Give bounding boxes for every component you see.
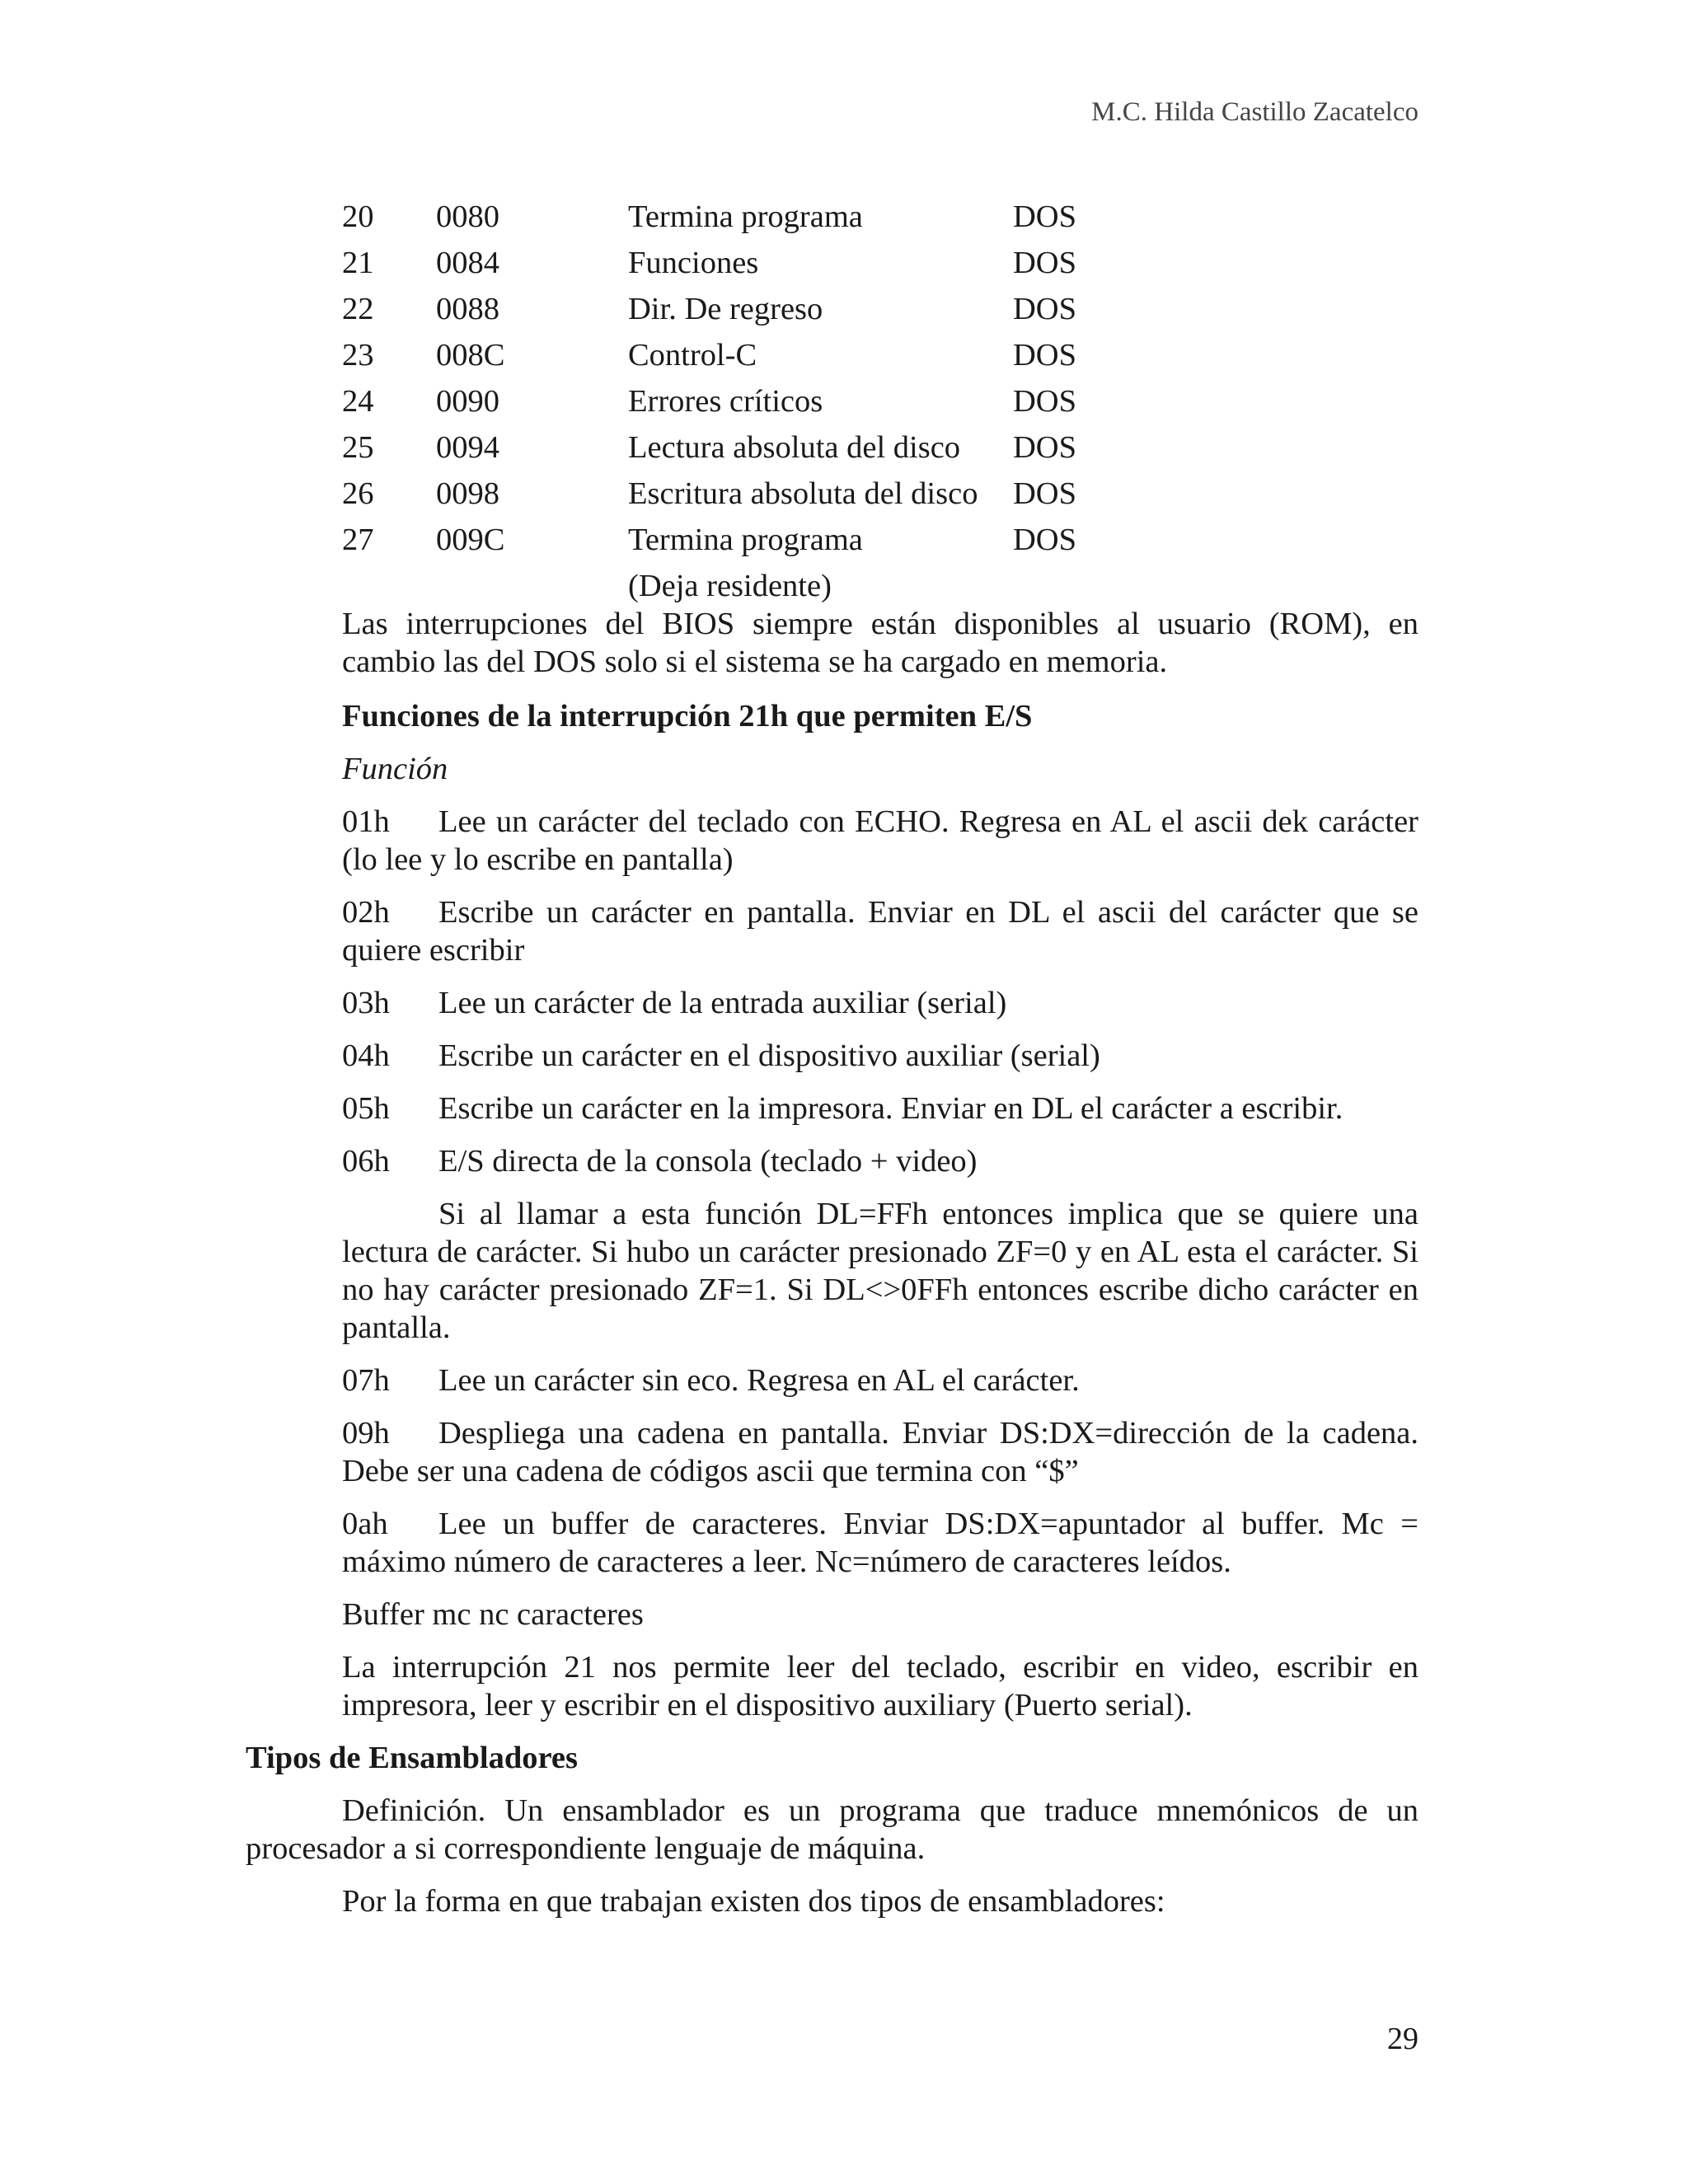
page-body [246, 198, 1418, 1920]
function-code: 07h [342, 1363, 390, 1398]
functions-list [342, 803, 1418, 1724]
function-text: Escribe un carácter en la impresora. Enviar en DL el carácter a escribir. [438, 1091, 1343, 1126]
function-code: 0ah [342, 1507, 388, 1541]
interrupt-vector-address: 0090 [436, 384, 499, 419]
function-06h [342, 1142, 1418, 1180]
bios-note-paragraph: Las interrupciones del BIOS siempre están disponibles al usuario (ROM), en cambio las del DOS solo si el sistema se ha cargado en memoria. [342, 607, 1418, 679]
function-code: 02h [342, 895, 390, 930]
interrupt-source: DOS [1013, 199, 1077, 234]
interrupt-table-row [342, 475, 1095, 521]
interrupt-source: DOS [1013, 384, 1077, 419]
function-code: 01h [342, 804, 390, 839]
function-05h [342, 1090, 1418, 1127]
assembler-types-intro: Por la forma en que trabajan existen dos tipos de ensambladores: [342, 1884, 1165, 1919]
function-02h [342, 893, 1418, 969]
interrupt-number: 24 [342, 384, 374, 419]
interrupt-table-block [342, 198, 1418, 605]
interrupt-vector-address: 0088 [436, 292, 499, 326]
functions-heading: Funciones de la interrupción 21h que permiten E/S [342, 699, 1033, 733]
interrupt-source: DOS [1013, 523, 1077, 557]
function-text: Lee un carácter sin eco. Regresa en AL el carácter. [438, 1363, 1080, 1398]
function-09h [342, 1414, 1418, 1490]
interrupt-table-body [342, 198, 1095, 605]
interrupt-table-continuation-row [342, 567, 1095, 605]
interrupt-vector-address: 008C [436, 338, 505, 373]
interrupt-vector-address: 0094 [436, 430, 499, 465]
function-text: Lee un carácter de la entrada auxiliar (serial) [438, 986, 1007, 1020]
interrupt-number: 23 [342, 338, 374, 373]
function-text: Lee un carácter del teclado con ECHO. Regresa en AL el ascii dek carácter (lo lee y lo escribe en pantalla) [342, 804, 1418, 877]
interrupt-table-row [342, 429, 1095, 475]
interrupt-table-row [342, 521, 1095, 567]
interrupt-table-row [342, 382, 1095, 429]
interrupt-vector-address: 0080 [436, 199, 499, 234]
interrupt-table-row [342, 198, 1095, 244]
function-03h [342, 984, 1418, 1022]
empty-cell [1013, 567, 1095, 605]
function-06h-detail: Si al llamar a esta función DL=FFh entonces implica que se quiere una lectura de carácter. Si hubo un carácter presionado ZF=0 y en AL esta el carácter. Si no hay carácter presionado ZF=1. Si DL<>0FFh entonces escribe dicho carácter en pantalla. [342, 1197, 1418, 1345]
function-text: E/S directa de la consola (teclado + video) [438, 1144, 978, 1179]
function-text: Despliega una cadena en pantalla. Enviar DS:DX=dirección de la cadena. Debe ser una cadena de códigos ascii que termina con “$” [342, 1416, 1418, 1488]
empty-cell [342, 567, 436, 605]
interrupt-number: 26 [342, 476, 374, 511]
interrupt-description: Funciones [628, 246, 759, 280]
interrupt-number: 27 [342, 523, 374, 557]
function-text: Escribe un carácter en pantalla. Enviar en DL el ascii del carácter que se quiere escribir [342, 895, 1418, 968]
interrupt-source: DOS [1013, 246, 1077, 280]
interrupt-vector-address: 0084 [436, 246, 499, 280]
function-code: 06h [342, 1144, 390, 1179]
interrupt-number: 25 [342, 430, 374, 465]
interrupt-description-continuation: (Deja residente) [628, 569, 832, 603]
empty-cell [436, 567, 628, 605]
interrupt-vector-address: 009C [436, 523, 505, 557]
interrupt-number: 20 [342, 199, 374, 234]
function-04h [342, 1037, 1418, 1075]
buffer-layout-line: Buffer mc nc caracteres [342, 1597, 644, 1632]
interrupt-source: DOS [1013, 430, 1077, 465]
interrupt-table [342, 198, 1095, 605]
interrupt-number: 21 [342, 246, 374, 280]
interrupt-vector-address: 0098 [436, 476, 499, 511]
function-01h [342, 803, 1418, 879]
interrupt-number: 22 [342, 292, 374, 326]
interrupt-description: Dir. De regreso [628, 292, 823, 326]
function-text: Escribe un carácter en el dispositivo auxiliar (serial) [438, 1038, 1100, 1073]
interrupt-source: DOS [1013, 292, 1077, 326]
function-0ah [342, 1505, 1418, 1581]
interrupt-source: DOS [1013, 338, 1077, 373]
function-code: 03h [342, 986, 390, 1020]
function-text: Lee un buffer de caracteres. Enviar DS:DX=apuntador al buffer. Mc = máximo número de caracteres a leer. Nc=número de caracteres leídos. [342, 1507, 1418, 1579]
interrupt-table-row [342, 336, 1095, 382]
interrupt-description: Lectura absoluta del disco [628, 430, 961, 465]
interrupt-description: Control-C [628, 338, 757, 373]
assembler-definition-paragraph: Definición. Un ensamblador es un programa que traduce mnemónicos de un procesador a si correspondiente lenguaje de máquina. [246, 1793, 1418, 1866]
interrupt-description: Escritura absoluta del disco [628, 476, 978, 511]
interrupt-description: Termina programa [628, 199, 863, 234]
int21-summary-paragraph: La interrupción 21 nos permite leer del teclado, escribir en video, escribir en impresora, leer y escribir en el dispositivo auxiliary (Puerto serial). [342, 1650, 1418, 1722]
function-07h [342, 1361, 1418, 1399]
function-code: 05h [342, 1091, 390, 1126]
interrupt-description: Errores críticos [628, 384, 823, 419]
interrupt-table-row [342, 290, 1095, 336]
interrupt-source: DOS [1013, 476, 1077, 511]
page-number: 29 [1387, 2022, 1418, 2056]
interrupt-table-row [342, 244, 1095, 290]
function-code: 04h [342, 1038, 390, 1073]
function-label: Función [342, 752, 448, 786]
running-header: M.C. Hilda Castillo Zacatelco [1091, 97, 1418, 127]
interrupt-description: Termina programa [628, 523, 863, 557]
function-code: 09h [342, 1416, 390, 1451]
assemblers-heading: Tipos de Ensambladores [246, 1741, 578, 1775]
